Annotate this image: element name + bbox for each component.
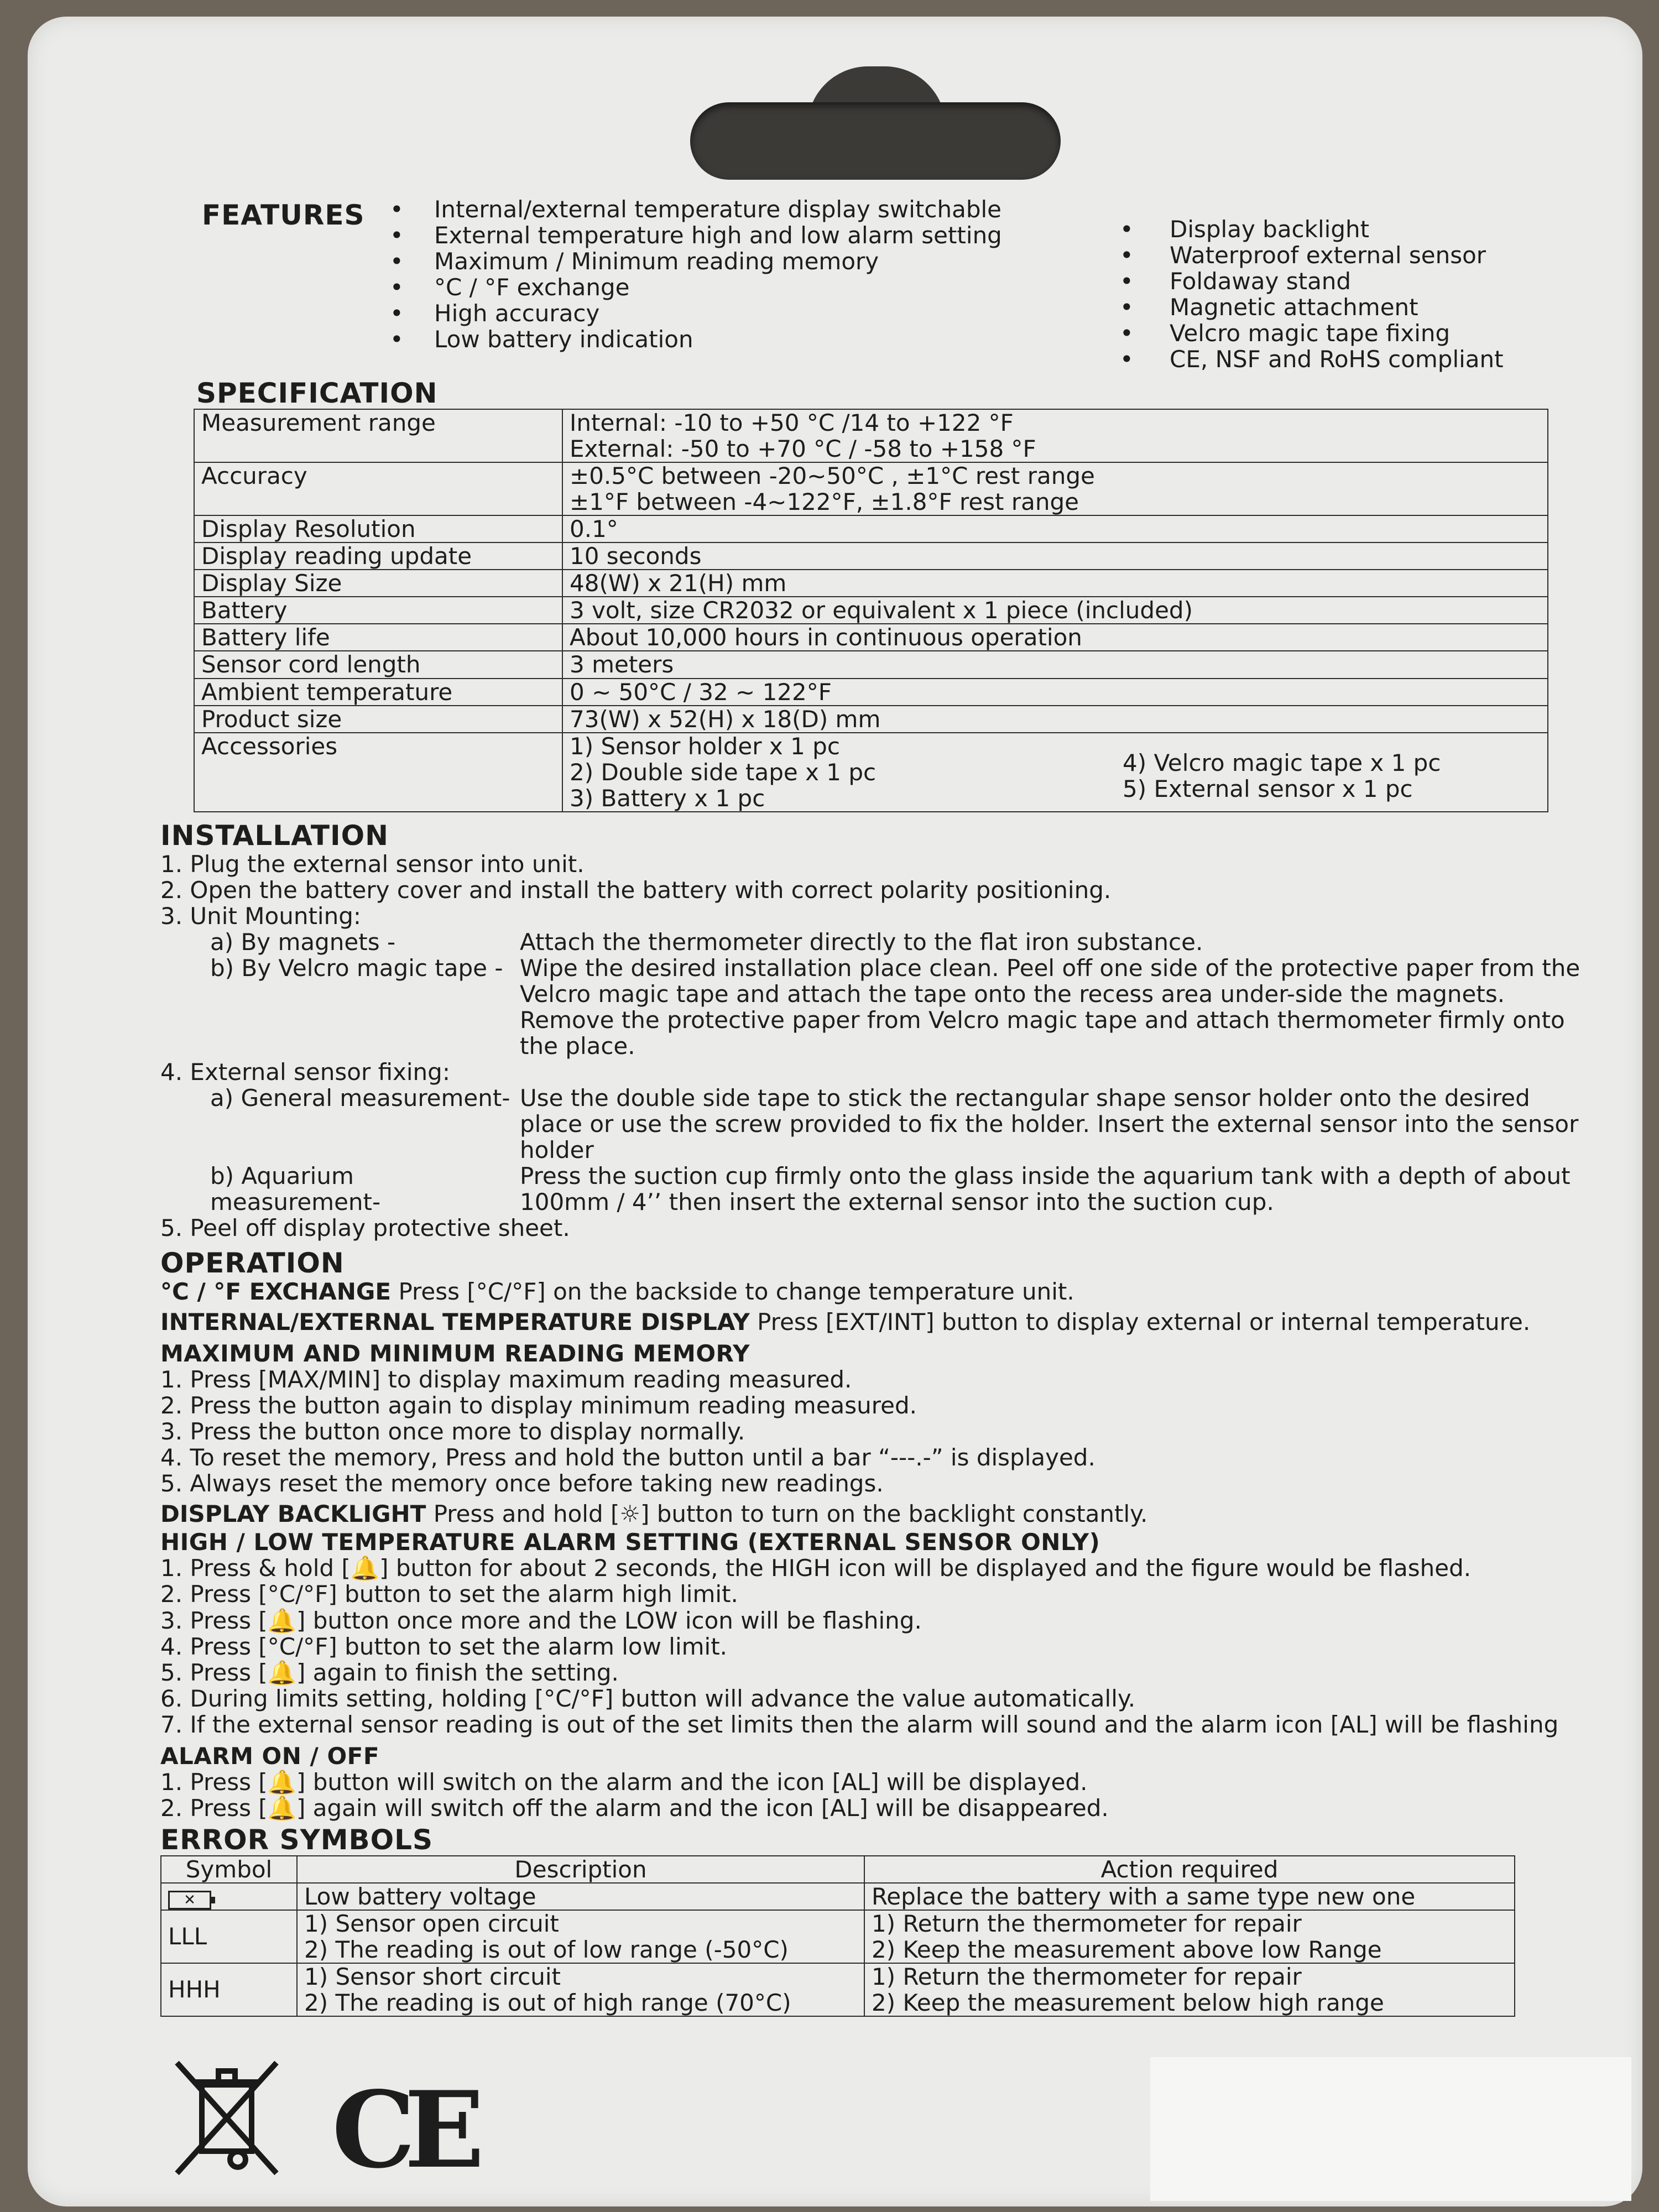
feature-item: • Velcro magic tape fixing [1120, 320, 1504, 346]
spec-value: 0 ~ 50°C / 32 ~ 122°F [562, 679, 1548, 706]
op-step: 5. Press [🔔] again to finish the setting. [160, 1658, 619, 1686]
op-step: 7. If the external sensor reading is out of the set limits then the alarm will sound and the alarm icon [AL] will be flashing [160, 1710, 1559, 1738]
feature-item: • Internal/external temperature display switchable [390, 196, 1120, 222]
alarm-onoff-steps [160, 1769, 1587, 1821]
spec-value [562, 409, 1548, 462]
op-subtitle: MAXIMUM AND MINIMUM READING MEMORY [160, 1340, 750, 1368]
feature-item: • CE, NSF and RoHS compliant [1120, 346, 1504, 372]
action-line: 1) Return the thermometer for repair [872, 1910, 1302, 1937]
operation-heading: OPERATION [160, 1247, 345, 1280]
install-step: 1. Plug the external sensor into unit. [160, 850, 585, 878]
install-substep [160, 929, 1587, 955]
spec-value [562, 462, 1548, 515]
installation-steps [160, 851, 1587, 1241]
error-action: Replace the battery with a same type new one [864, 1883, 1515, 1910]
install-step: 2. Open the battery cover and install the battery with correct polarity positioning. [160, 876, 1112, 904]
col-action: Action required [864, 1856, 1515, 1883]
substep-text: Attach the thermometer directly to the flat iron substance. [520, 928, 1203, 956]
col-description: Description [297, 1856, 864, 1883]
substep-text: Wipe the desired installation place clean. Peel off one side of the protective paper from the Velcro magic tape and attach the tape onto the recess area under-side the magnets. Remove the protective paper from Velcro magic tape and attach thermometer firmly onto the place. [520, 954, 1580, 1060]
op-step: 2. Press the button again to display minimum reading measured. [160, 1392, 917, 1420]
table-row [194, 515, 1548, 542]
desc-line: 2) The reading is out of low range (-50°C) [304, 1936, 789, 1963]
op-subtitle: HIGH / LOW TEMPERATURE ALARM SETTING (EXTERNAL SENSOR ONLY) [160, 1528, 1100, 1556]
error-symbol: LLL [161, 1910, 297, 1963]
install-substep [160, 1085, 1587, 1163]
feature-item: • Maximum / Minimum reading memory [390, 248, 1120, 274]
action-line: 2) Keep the measurement above low Range [872, 1936, 1382, 1963]
accessories-grid [570, 733, 1541, 811]
table-row [161, 1910, 1515, 1963]
op-subtitle: DISPLAY BACKLIGHT [160, 1500, 426, 1528]
error-description [297, 1910, 864, 1963]
table-row [194, 733, 1548, 812]
op-step: 1. Press & hold [🔔] button for about 2 seconds, the HIGH icon will be displayed and the figure would be flashed. [160, 1554, 1472, 1582]
accessory-item: 2) Double side tape x 1 pc [570, 758, 877, 786]
spec-value [562, 733, 1548, 812]
op-step: 1. Press [MAX/MIN] to display maximum reading measured. [160, 1366, 852, 1394]
table-header-row [161, 1856, 1515, 1883]
spec-label: Sensor cord length [194, 651, 562, 678]
spec-value: 0.1° [562, 515, 1548, 542]
accessory-item: 5) External sensor x 1 pc [1123, 775, 1413, 802]
error-symbol: HHH [161, 1963, 297, 2016]
spec-label: Display reading update [194, 542, 562, 570]
op-step: 6. During limits setting, holding [°C/°F] button will advance the value automatically. [160, 1684, 1136, 1712]
install-step: 4. External sensor fixing: [160, 1058, 450, 1086]
feature-item: • °C / °F exchange [390, 274, 1120, 300]
op-step: 3. Press the button once more to display normally. [160, 1418, 745, 1446]
spec-label: Accuracy [194, 462, 562, 515]
op-text: Press [EXT/INT] button to display external or internal temperature. [749, 1308, 1531, 1336]
op-backlight [160, 1501, 1587, 1527]
spec-line: ±1°F between -4~122°F, ±1.8°F rest range [570, 488, 1079, 516]
substep-label: a) By magnets - [210, 928, 396, 956]
hang-hole [690, 102, 1061, 180]
spec-value: 3 volt, size CR2032 or equivalent x 1 piece (included) [562, 597, 1548, 624]
action-line: 2) Keep the measurement below high range [872, 1989, 1384, 2016]
alarm-steps [160, 1555, 1587, 1737]
table-row [194, 570, 1548, 597]
table-row [194, 706, 1548, 733]
specification-table [194, 409, 1548, 812]
table-row [194, 542, 1548, 570]
table-row [194, 679, 1548, 706]
install-substep [160, 1163, 1587, 1215]
feature-item: • External temperature high and low alarm setting [390, 222, 1120, 248]
accessory-item: 1) Sensor holder x 1 pc [570, 732, 840, 760]
features-section [202, 196, 1587, 372]
install-substep [160, 955, 1587, 1059]
max-min-steps [160, 1366, 1587, 1496]
table-row [194, 462, 1548, 515]
spec-label: Measurement range [194, 409, 562, 462]
op-cf-exchange [160, 1279, 1587, 1305]
feature-item: • Display backlight [1120, 216, 1504, 242]
spec-label: Battery life [194, 624, 562, 651]
ce-mark: CE [332, 2068, 474, 2192]
desc-line: 1) Sensor short circuit [304, 1963, 561, 1990]
op-step: 2. Press [°C/°F] button to set the alarm high limit. [160, 1580, 738, 1608]
error-description [297, 1963, 864, 2016]
feature-item: • High accuracy [390, 300, 1120, 326]
features-heading: FEATURES [202, 199, 365, 231]
features-list-left [390, 196, 1120, 352]
instruction-sheet [160, 196, 1587, 2017]
sticker-label [1150, 2057, 1631, 2201]
table-row [161, 1963, 1515, 2016]
spec-label: Ambient temperature [194, 679, 562, 706]
feature-item: • Foldaway stand [1120, 268, 1504, 294]
table-row [194, 651, 1548, 678]
substep-text: Use the double side tape to stick the rectangular shape sensor holder onto the desired place or use the screw provided to fix the holder. Insert the external sensor into the sensor holder [520, 1084, 1579, 1164]
action-line: 1) Return the thermometer for repair [872, 1963, 1302, 1990]
spec-label: Product size [194, 706, 562, 733]
weee-bin-icon [171, 2057, 282, 2179]
spec-label: Accessories [194, 733, 562, 812]
substep-label: b) Aquarium measurement- [210, 1162, 381, 1216]
accessory-item: 4) Velcro magic tape x 1 pc [1123, 749, 1441, 776]
op-step: 4. To reset the memory, Press and hold the button until a bar “---.-” is displayed. [160, 1444, 1095, 1472]
op-text: Press and hold [☼] button to turn on the backlight constantly. [426, 1500, 1148, 1528]
table-row [194, 624, 1548, 651]
spec-label: Battery [194, 597, 562, 624]
feature-item: • Low battery indication [390, 326, 1120, 352]
feature-item: • Waterproof external sensor [1120, 242, 1504, 268]
error-symbols-table [160, 1855, 1515, 2017]
spec-value: 48(W) x 21(H) mm [562, 570, 1548, 597]
install-step: 5. Peel off display protective sheet. [160, 1214, 570, 1242]
substep-text: Press the suction cup firmly onto the glass inside the aquarium tank with a depth of about 100mm / 4’’ then insert the external sensor into the suction cup. [520, 1162, 1571, 1216]
op-subtitle: INTERNAL/EXTERNAL TEMPERATURE DISPLAY [160, 1308, 750, 1336]
specification-heading: SPECIFICATION [196, 377, 438, 410]
error-description: Low battery voltage [297, 1883, 864, 1910]
accessories-left [570, 733, 1123, 811]
spec-value: About 10,000 hours in continuous operation [562, 624, 1548, 651]
spec-line: External: -50 to +70 °C / -58 to +158 °F [570, 435, 1036, 463]
op-int-ext-display [160, 1309, 1587, 1335]
table-row [194, 597, 1548, 624]
spec-value: 73(W) x 52(H) x 18(D) mm [562, 706, 1548, 733]
spec-label: Display Resolution [194, 515, 562, 542]
error-action [864, 1963, 1515, 2016]
op-step: 1. Press [🔔] button will switch on the alarm and the icon [AL] will be displayed. [160, 1768, 1088, 1796]
installation-heading: INSTALLATION [160, 819, 389, 852]
features-list-right [1120, 216, 1504, 372]
op-step: 5. Always reset the memory once before taking new readings. [160, 1470, 884, 1498]
error-symbols-heading: ERROR SYMBOLS [160, 1823, 434, 1856]
error-action [864, 1910, 1515, 1963]
desc-line: 1) Sensor open circuit [304, 1910, 559, 1937]
install-step: 3. Unit Mounting: [160, 902, 362, 930]
low-battery-icon: ✕ [161, 1883, 297, 1910]
op-step: 4. Press [°C/°F] button to set the alarm low limit. [160, 1632, 728, 1660]
spec-value: 3 meters [562, 651, 1548, 678]
accessories-right [1123, 750, 1541, 811]
table-row [161, 1883, 1515, 1910]
substep-label: a) General measurement- [210, 1084, 510, 1112]
spec-line: ±0.5°C between -20~50°C , ±1°C rest range [570, 462, 1095, 490]
col-symbol: Symbol [161, 1856, 297, 1883]
desc-line: 2) The reading is out of high range (70°C) [304, 1989, 791, 2016]
feature-item: • Magnetic attachment [1120, 294, 1504, 320]
substep-label: b) By Velcro magic tape - [210, 954, 503, 982]
op-subtitle: °C / °F EXCHANGE [160, 1278, 392, 1306]
op-step: 3. Press [🔔] button once more and the LOW icon will be flashing. [160, 1606, 922, 1634]
op-step: 2. Press [🔔] again will switch off the alarm and the icon [AL] will be disappeared. [160, 1794, 1109, 1822]
accessory-item: 3) Battery x 1 pc [570, 784, 765, 812]
spec-label: Display Size [194, 570, 562, 597]
table-row [194, 409, 1548, 462]
spec-line: Internal: -10 to +50 °C /14 to +122 °F [570, 409, 1014, 437]
op-text: Press [°C/°F] on the backside to change temperature unit. [391, 1278, 1074, 1306]
op-subtitle: ALARM ON / OFF [160, 1742, 380, 1770]
spec-value: 10 seconds [562, 542, 1548, 570]
